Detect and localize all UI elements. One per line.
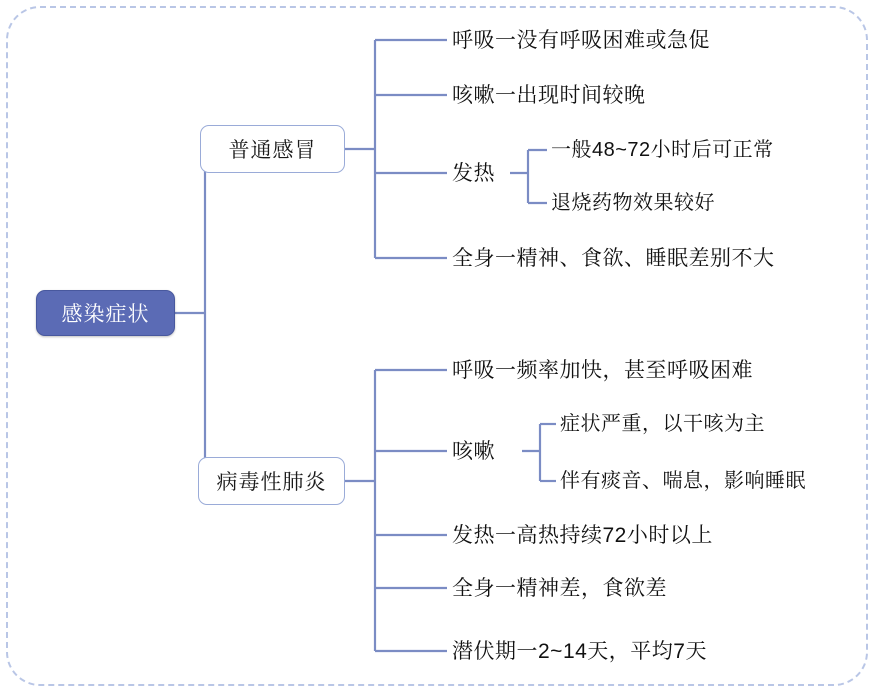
leaf-subitem: 症状严重，以干咳为主 [560,413,765,435]
leaf-item: 咳嗽 [452,440,495,463]
leaf-item: 呼吸一频率加快，甚至呼吸困难 [452,359,753,382]
leaf-subitem: 伴有痰音、喘息，影响睡眠 [560,470,806,492]
leaf-item: 发热一高热持续72小时以上 [452,524,713,547]
branch-node-label: 病毒性肺炎 [216,471,327,494]
diagram-frame [6,6,868,686]
branch-node-common-cold[interactable] [200,125,345,173]
leaf-subitem: 退烧药物效果较好 [551,192,715,214]
root-node[interactable] [36,290,175,336]
leaf-item: 发热 [452,162,495,185]
leaf-item: 呼吸一没有呼吸困难或急促 [452,29,710,52]
branch-node-label: 普通感冒 [228,139,317,162]
leaf-item: 咳嗽一出现时间较晚 [452,84,646,107]
root-node-label: 感染症状 [61,303,150,326]
leaf-item: 全身一精神差，食欲差 [452,577,667,600]
leaf-item: 全身一精神、食欲、睡眠差别不大 [452,247,775,270]
branch-node-viral-pneumonia[interactable] [198,457,345,505]
leaf-item: 潜伏期一2~14天，平均7天 [452,640,707,663]
leaf-subitem: 一般48~72小时后可正常 [551,139,774,161]
